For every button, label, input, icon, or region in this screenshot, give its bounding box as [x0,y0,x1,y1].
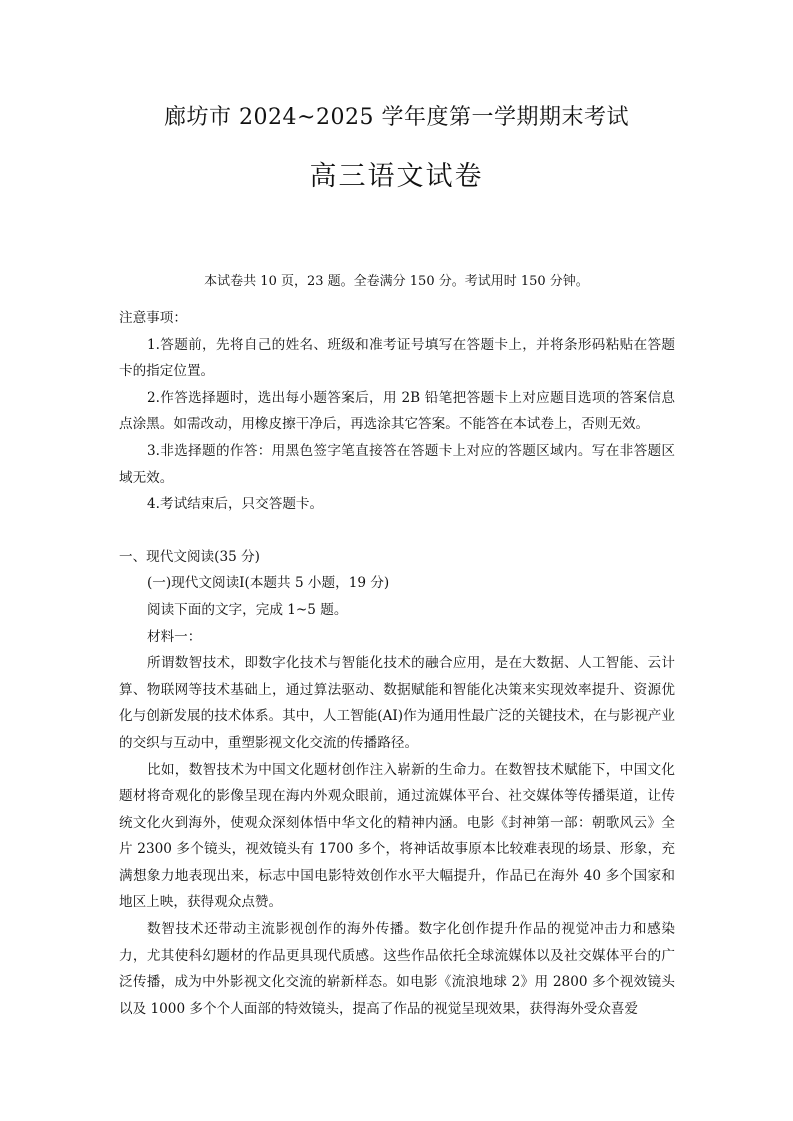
note-item-3: 3.非选择题的作答：用黑色签字笔直接答在答题卡上对应的答题区域内。写在非答题区域无效。 [119,442,675,486]
exam-subtitle: 高三语文试卷 [309,161,484,192]
note-item-2: 2.作答选择题时，选出每小题答案后，用 2B 铅笔把答题卡上对应题目选项的答案信息点涂黑。如需改动，用橡皮擦干净后，再选涂其它答案。不能答在本试卷上，否则无效。 [119,389,675,433]
material-paragraph: 比如，数智技术为中国文化题材创作注入崭新的生命力。在数智技术赋能下，中国文化题材将奇观化的影像呈现在海内外观众眼前，通过流媒体平台、社交媒体等传播渠道，让传统文化火到海外，使观众深刻体悟中华文化的精神内涵。电影《封神第一部：朝歌风云》全片 2300 多个镜头，视效镜头有 1700 多个，将神话故事原本比较难表现的场景、形象，充满想象力地表现出来，标志中国电影特效创作水平大幅提升，作品已在海外 40 多个国家和地区上映，获得观众点赞。 [119,761,675,911]
section-instruction: 阅读下面的文字，完成 1~5 题。 [147,601,348,618]
note-item-1: 1.答题前，先将自己的姓名、班级和准考证号填写在答题卡上，并将条形码粘贴在答题卡的指定位置。 [119,336,675,380]
section-subheading: (一)现代文阅读Ⅰ(本题共 5 小题，19 分) [147,575,390,592]
exam-body [119,305,675,1022]
note-item-4: 4.考试结束后，只交答题卡。 [147,496,324,513]
material-paragraph: 所谓数智技术，即数字化技术与智能化技术的融合应用，是在大数据、人工智能、云计算、物联网等技术基础上，通过算法驱动、数据赋能和智能化决策来实现效率提升、资源优化与创新发展的技术体系。其中，人工智能(AI)作为通用性最广泛的关键技术，在与影视产业的交织与互动中，重塑影视文化交流的传播路径。 [119,655,675,751]
notes-heading: 注意事项： [119,310,187,326]
exam-info-line: 本试卷共 10 页，23 题。全卷满分 150 分。考试用时 150 分钟。 [204,274,589,289]
exam-title: 廊坊市 2024~2025 学年度第一学期期末考试 [164,105,629,130]
material-paragraph: 数智技术还带动主流影视创作的海外传播。数字化创作提升作品的视觉冲击力和感染力，尤其使科幻题材的作品更具现代质感。这些作品依托全球流媒体以及社交媒体平台的广泛传播，成为中外影视文化交流的崭新样态。如电影《流浪地球 2》用 2800 多个视效镜头以及 1000 多个个人面部的特效镜头，提高了作品的视觉呈现效果，获得海外受众喜爱 [119,921,675,1017]
section-heading: 一、现代文阅读(35 分) [119,548,260,565]
material-label: 材料一： [147,628,202,645]
